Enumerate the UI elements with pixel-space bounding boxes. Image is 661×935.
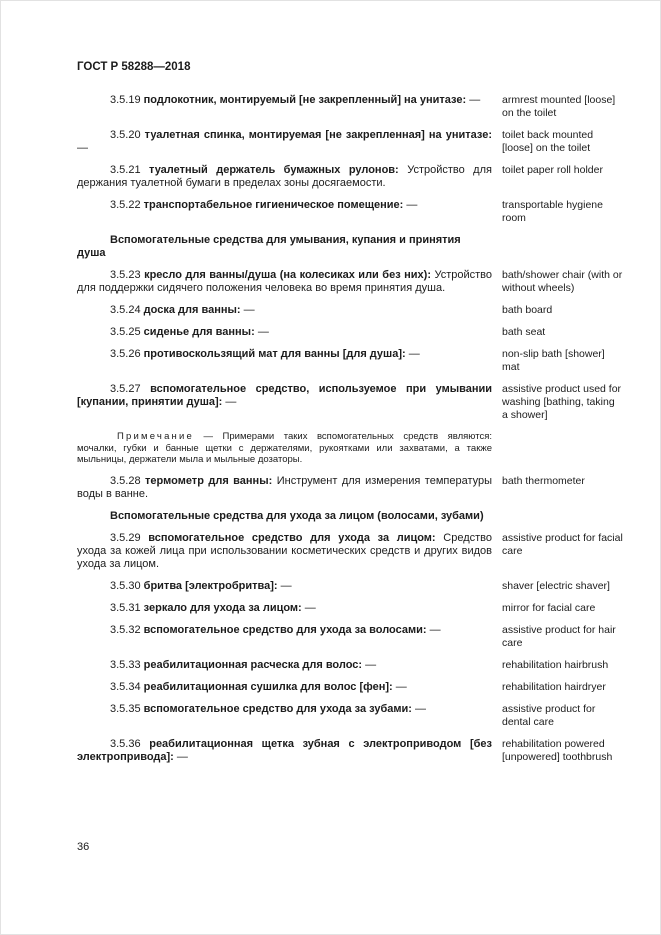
term-text (77, 738, 492, 764)
term-text (77, 659, 492, 672)
section-heading-row (77, 510, 623, 523)
note-label: Примечание (117, 431, 194, 442)
term-english-equivalent: transportable hygiene room (502, 199, 603, 224)
term-main-column (77, 475, 492, 501)
note-column (77, 431, 492, 466)
term-entry (77, 94, 623, 120)
term-name: сиденье для ванны: (143, 326, 255, 338)
term-number: 3.5.22 (110, 199, 141, 211)
term-name: туалетный держатель бумажных рулонов: (149, 164, 399, 176)
term-definition: Инструмент для измерения температуры воды в ванне. (77, 474, 493, 500)
term-entry (77, 383, 623, 422)
term-number: 3.5.34 (110, 680, 141, 693)
term-definition: Устройство для держания туалетной бумаги в пределах зоны досягаемости. (77, 164, 492, 189)
term-english-equivalent: assistive product for dental care (502, 702, 596, 728)
term-entry (77, 602, 623, 615)
term-main-column (77, 326, 492, 339)
term-name: реабилитационная расческа для волос: (143, 658, 363, 671)
term-text (77, 681, 492, 694)
term-main-column (77, 738, 492, 764)
note-body: — Примерами таких вспомогательных средств являются: мочалки, губки и банные щетки с держателями, рукоятками или захватами, а также мыльницы, держатели мыла и мыльные дозаторы. (77, 431, 492, 465)
term-entry (77, 326, 623, 339)
term-text (77, 475, 492, 501)
term-entry (77, 348, 623, 374)
term-definition: — (469, 94, 481, 106)
term-english-equivalent: rehabilitation hairbrush (502, 658, 609, 671)
term-main-column (77, 94, 492, 120)
term-english-equivalent: bath/shower chair (with or without wheels) (502, 269, 623, 294)
term-number: 3.5.23 (110, 269, 141, 281)
term-main-column (77, 129, 492, 155)
term-name: туалетная спинка, монтируемая [не закрепленная] на унитазе: (144, 129, 492, 141)
term-definition: Средство ухода за кожей лица при использовании косметических средств и других видов ухода за лицом. (77, 531, 492, 570)
term-main-column (77, 659, 492, 672)
term-number: 3.5.36 (110, 737, 141, 750)
term-text (77, 703, 492, 716)
term-name: подлокотник, монтируемый [не закрепленный] на унитазе: (143, 94, 467, 106)
section-heading: Вспомогательные средства для умывания, купания и принятия душа (77, 234, 461, 259)
term-english-equivalent: toilet paper roll holder (502, 164, 603, 176)
term-main-column (77, 199, 492, 225)
term-english-equivalent: mirror for facial care (502, 601, 596, 614)
term-english-equivalent: bath seat (502, 326, 546, 338)
term-definition: — (77, 142, 88, 154)
term-text (77, 580, 492, 593)
term-number: 3.5.30 (110, 579, 141, 592)
term-name: вспомогательное средство для ухода за волосами: (143, 623, 427, 636)
term-main-column (77, 164, 492, 190)
term-name: реабилитационная сушилка для волос [фен]: (143, 680, 393, 693)
term-text (77, 129, 492, 155)
term-definition: — (429, 623, 441, 636)
section-heading-column (77, 510, 492, 523)
term-main-column (77, 681, 492, 694)
term-entry (77, 475, 623, 501)
section-heading-column (77, 234, 492, 260)
term-name: вспомогательное средство для ухода за зубами: (143, 702, 412, 715)
term-text (77, 624, 492, 637)
term-main-column (77, 580, 492, 593)
term-number: 3.5.20 (110, 129, 141, 141)
term-english-equivalent: rehabilitation hairdryer (502, 680, 606, 693)
term-text (77, 532, 492, 571)
terms-list (77, 94, 623, 773)
term-name: зеркало для ухода за лицом: (143, 601, 302, 614)
term-number: 3.5.32 (110, 623, 141, 636)
term-number: 3.5.31 (110, 601, 141, 614)
term-definition: — (225, 396, 237, 408)
note-text-block (77, 431, 492, 466)
term-name: кресло для ванны/душа (на колесиках или без них): (144, 269, 431, 281)
term-entry (77, 738, 623, 764)
term-name: противоскользящий мат для ванны [для душа]: (143, 348, 406, 360)
term-definition: Устройство для поддержки сидячего положения человека во время принятия душа. (77, 269, 492, 294)
term-name: вспомогательное средство, используемое при умывании [купании, принятии душа]: (77, 383, 493, 408)
term-text (77, 326, 492, 339)
term-english-equivalent: armrest mounted [loose] on the toilet (502, 94, 616, 119)
term-main-column (77, 304, 492, 317)
term-entry (77, 129, 623, 155)
term-main-column (77, 383, 492, 422)
term-name: термометр для ванны: (145, 474, 273, 487)
term-entry (77, 703, 623, 729)
term-definition: — (176, 750, 188, 763)
term-definition: — (280, 579, 292, 592)
term-english-equivalent: shaver [electric shaver] (502, 579, 610, 592)
term-entry (77, 624, 623, 650)
term-english-equivalent: bath thermometer (502, 474, 585, 487)
term-number: 3.5.33 (110, 658, 141, 671)
section-heading-row (77, 234, 623, 260)
term-name: бритва [электробритва]: (143, 579, 278, 592)
term-number: 3.5.21 (110, 164, 141, 176)
term-english-equivalent: rehabilitation powered [unpowered] toothbrush (502, 737, 613, 763)
term-definition: — (365, 658, 377, 671)
term-entry (77, 532, 623, 571)
term-text (77, 304, 492, 317)
term-english-equivalent: assistive product used for washing [bathing, taking a shower] (502, 383, 622, 421)
term-definition: — (415, 702, 426, 715)
term-english-equivalent: non-slip bath [shower] mat (502, 348, 605, 373)
term-definition: — (257, 326, 269, 338)
term-main-column (77, 532, 492, 571)
term-number: 3.5.19 (110, 94, 141, 106)
term-text (77, 164, 492, 190)
term-entry (77, 199, 623, 225)
term-text (77, 383, 492, 409)
term-number: 3.5.28 (110, 474, 141, 487)
term-entry (77, 269, 623, 295)
term-number: 3.5.29 (110, 531, 141, 544)
page-number: 36 (77, 841, 90, 853)
term-main-column (77, 348, 492, 374)
term-english-equivalent: bath board (502, 304, 553, 316)
term-entry (77, 681, 623, 694)
term-main-column (77, 602, 492, 615)
term-main-column (77, 624, 492, 650)
term-entry (77, 659, 623, 672)
term-number: 3.5.27 (110, 383, 141, 395)
term-text (77, 602, 492, 615)
term-number: 3.5.35 (110, 702, 141, 715)
term-number: 3.5.26 (110, 348, 141, 360)
term-name: транспортабельное гигиеническое помещение: (143, 199, 404, 211)
term-definition: — (406, 199, 418, 211)
term-main-column (77, 703, 492, 729)
note-row (77, 431, 623, 466)
term-text (77, 94, 492, 107)
term-number: 3.5.24 (110, 304, 141, 316)
term-entry (77, 304, 623, 317)
term-text (77, 348, 492, 361)
term-english-equivalent: assistive product for hair care (502, 623, 616, 649)
term-definition: — (395, 680, 407, 693)
term-definition: — (304, 601, 316, 614)
term-english-equivalent: assistive product for facial care (502, 531, 623, 557)
term-text (77, 269, 492, 295)
term-name: вспомогательное средство для ухода за лицом: (148, 531, 436, 544)
term-name: реабилитационная щетка зубная с электроприводом [без электропривода]: (77, 737, 492, 763)
term-main-column (77, 269, 492, 295)
term-entry (77, 164, 623, 190)
term-name: доска для ванны: (143, 304, 241, 316)
standard-reference: ГОСТ Р 58288—2018 (77, 61, 191, 73)
term-definition: — (408, 348, 420, 360)
term-text (77, 199, 492, 212)
term-entry (77, 580, 623, 593)
section-heading: Вспомогательные средства для ухода за лицом (волосами, зубами) (110, 509, 484, 522)
term-number: 3.5.25 (110, 326, 141, 338)
term-definition: — (243, 304, 255, 316)
term-english-equivalent: toilet back mounted [loose] on the toilet (502, 129, 594, 154)
